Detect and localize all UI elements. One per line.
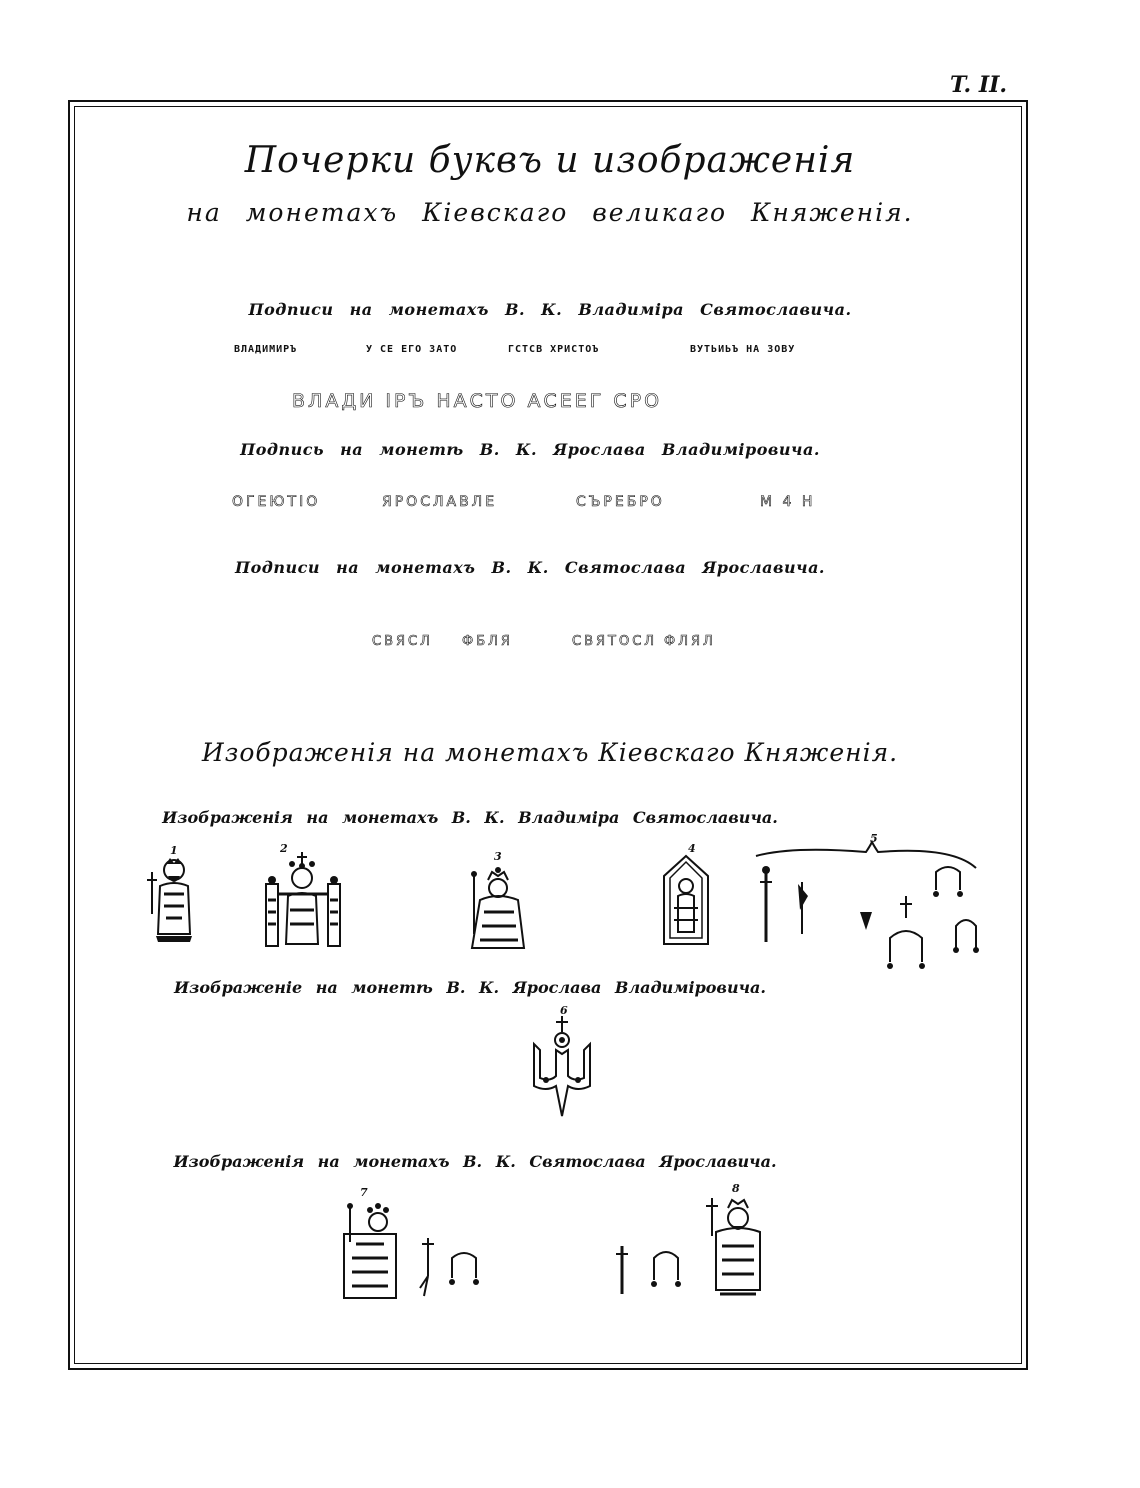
figure-number-4: 4 <box>688 842 696 855</box>
inscription-svyatoslav-2: ФБЛЯ <box>462 634 513 649</box>
figure-5-regalia-group-icon <box>752 842 982 982</box>
inscription-vladimir-3: ГСТСВ ХРИСТОЪ <box>508 344 600 355</box>
figure-6-trident-icon <box>526 1014 598 1120</box>
figure-4-shield-figure-icon <box>654 852 718 952</box>
inscription-vladimir-large: ВЛАДИ ІРЪ НАСТО АСЕЕГ СРО <box>292 390 663 412</box>
sub-heading-vladimir: Изображенія на монетахъ В. К. Владиміра Святославича. <box>162 808 778 827</box>
inscription-yaroslav-4: М 4 Н <box>760 494 816 510</box>
inscription-yaroslav-1: ОГЕЮТІО <box>232 494 321 510</box>
sub-heading-svyatoslav: Изображенія на монетахъ В. К. Святослава Ярославича. <box>173 1152 777 1171</box>
figure-8-standing-prince-icon <box>700 1192 770 1302</box>
inscription-yaroslav-2: ЯРОСЛАВЛЕ <box>382 494 498 510</box>
sub-heading-yaroslav: Изображеніе на монетѣ В. К. Ярослава Владиміровича. <box>174 978 766 997</box>
figure-7-seated-figure-icon <box>330 1196 490 1308</box>
cross-and-arch-icon <box>610 1242 680 1298</box>
title-line-2: на монетахъ Кіевскаго великаго Княженія. <box>186 198 914 227</box>
figure-3-prince-scepter-icon <box>462 864 538 954</box>
figure-number-6: 6 <box>560 1004 568 1017</box>
figure-1-prince-icon <box>142 854 202 946</box>
inscription-vladimir-2: У СЕ ЕГО ЗАТО <box>366 344 458 355</box>
figure-number-5: 5 <box>870 832 878 845</box>
inscription-svyatoslav-3: СВЯТОСЛ <box>572 634 658 649</box>
inscription-yaroslav-3: СЪРЕБРО <box>576 494 665 510</box>
caption-svyatoslav-inscriptions: Подписи на монетахъ В. К. Святослава Ярославича. <box>235 558 825 577</box>
figure-number-1: 1 <box>170 844 178 857</box>
figure-number-3: 3 <box>494 850 502 863</box>
inscription-svyatoslav-4: ФЛЯЛ <box>664 634 716 649</box>
figure-number-7: 7 <box>360 1186 368 1199</box>
plate-number: T. II. <box>950 72 1008 98</box>
section-images-heading: Изображенія на монетахъ Кіевскаго Княженія. <box>201 738 899 767</box>
inscription-vladimir-4: ВУТЬИЬЪ НА ЗОВУ <box>690 344 796 355</box>
inscription-svyatoslav-1: СВЯСЛ <box>372 634 433 649</box>
figure-number-8: 8 <box>732 1182 740 1195</box>
figure-2-enthroned-prince-icon <box>258 850 348 954</box>
title-line-1: Почерки буквъ и изображенія <box>244 140 856 181</box>
caption-vladimir-inscriptions: Подписи на монетахъ В. К. Владиміра Святославича. <box>248 300 852 319</box>
figure-number-2: 2 <box>280 842 288 855</box>
inscription-vladimir-1: ВЛАДИМИРЪ <box>234 344 298 355</box>
plate-frame <box>68 100 1028 1370</box>
caption-yaroslav-inscription: Подпись на монетѣ В. К. Ярослава Владиміровича. <box>240 440 820 459</box>
